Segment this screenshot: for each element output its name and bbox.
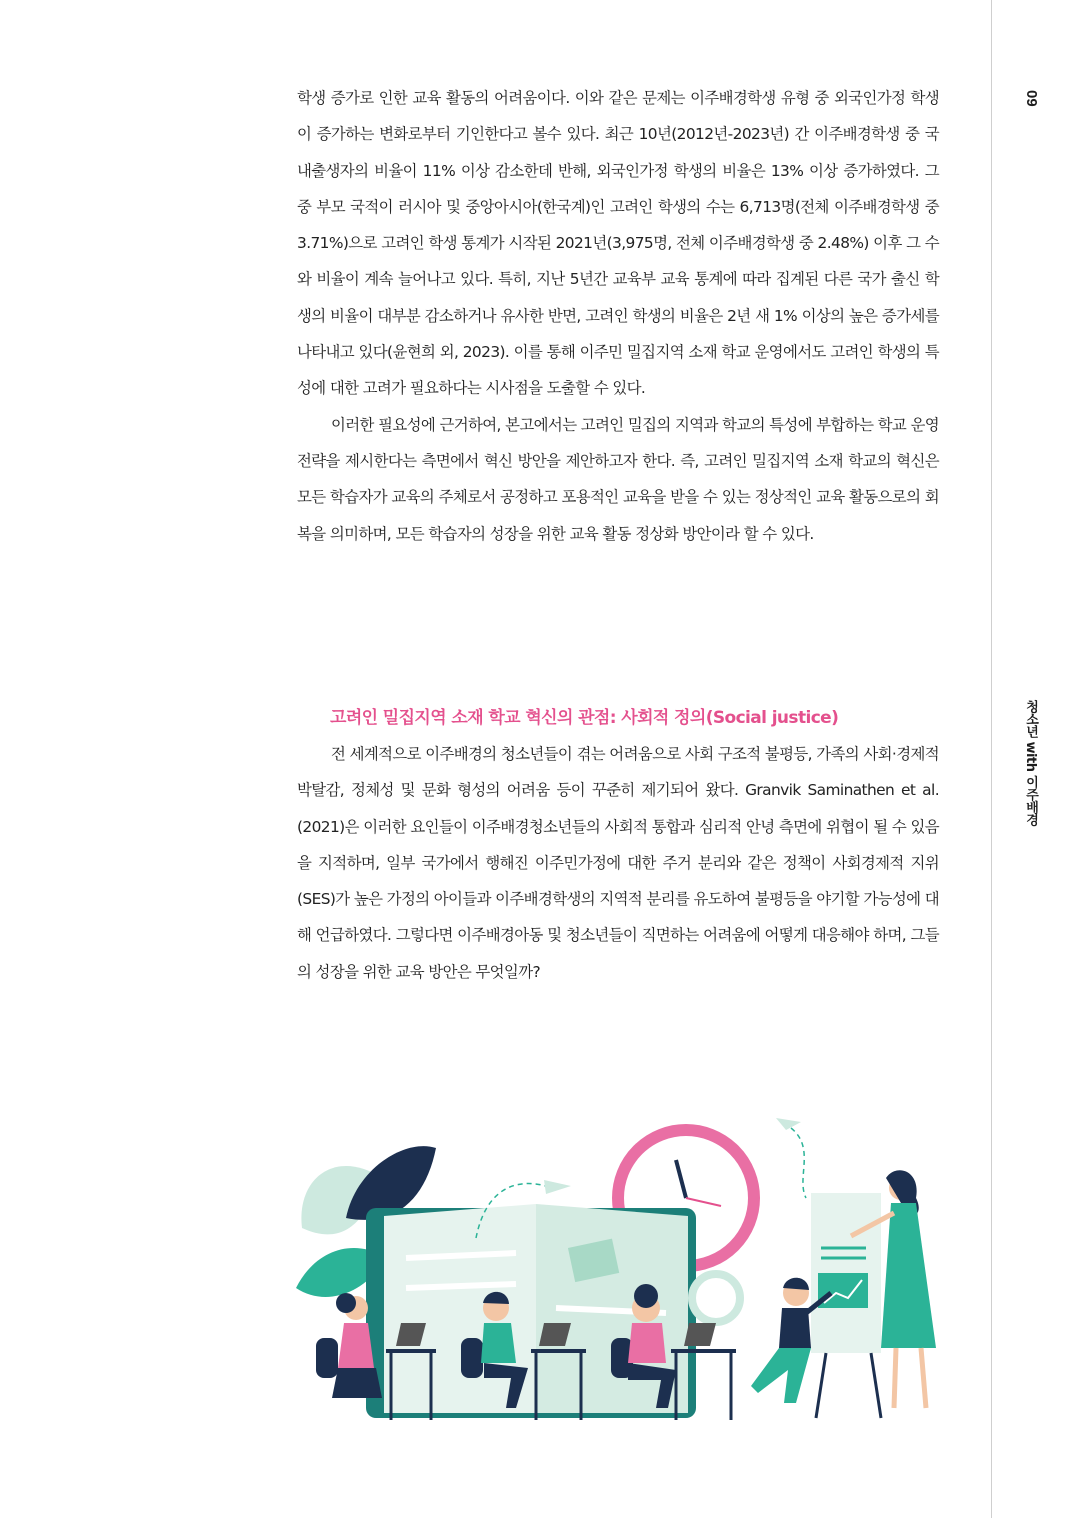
body-text-top: [297, 80, 939, 552]
paragraph: 이러한 필요성에 근거하여, 본고에서는 고려인 밀집의 지역과 학교의 특성에 부합하는 학교 운영 전략을 제시한다는 측면에서 혁신 방안을 제안하고자 한다. 즉, 고려인 밀집지역 소재 학교의 혁신은 모든 학습자가 교육의 주체로서 공정하고 포용적인 교육을 받을 수 있는 정상적인 교육 활동으로의 회복을 의미하며, 모든 학습자의 성장을 위한 교육 활동 정상화 방안이라 할 수 있다.: [297, 415, 939, 543]
running-title: 청소년 with 이주배경: [1023, 700, 1038, 826]
paragraph: 전 세계적으로 이주배경의 청소년들이 겪는 어려움으로 사회 구조적 불평등, 가족의 사회·경제적 박탈감, 정체성 및 문화 형성의 어려움 등이 꾸준히 제기되어 왔다. Granvik Saminathen et al.(2021)은 이러한 요인들이 이주배경청소년들의 사회적 통합과 심리적 안녕 측면에 위협이 될 수 있음을 지적하며, 일부 국가에서 행해진 이주민가정에 대한 주거 분리와 같은 정책이 사회경제적 지위(SES)가 높은 가정의 아이들과 이주배경학생의 지역적 분리를 유도하여 불평등을 야기할 가능성에 대해 언급하였다. 그렇다면 이주배경아동 및 청소년들이 직면하는 어려움에 어떻게 대응해야 하며, 그들의 성장을 위한 교육 방안은 무엇일까?: [297, 745, 939, 981]
body-text-bottom: [297, 736, 939, 990]
classroom-illustration: [296, 1108, 944, 1430]
paragraph: 학생 증가로 인한 교육 활동의 어려움이다. 이와 같은 문제는 이주배경학생 유형 중 외국인가정 학생이 증가하는 변화로부터 기인한다고 볼수 있다. 최근 10년(2012년-2023년) 간 이주배경학생 중 국내출생자의 비율이 11% 이상 감소한데 반해, 외국인가정 학생의 비율은 13% 이상 증가하였다. 그 중 부모 국적이 러시아 및 중앙아시아(한국계)인 고려인 학생의 수는 6,713명(전체 이주배경학생 중 3.71%)으로 고려인 학생 통계가 시작된 2021년(3,975명, 전체 이주배경학생 중 2.48%) 이후 그 수와 비율이 계속 늘어나고 있다. 특히, 지난 5년간 교육부 교육 통계에 따라 집계된 다른 국가 출신 학생의 비율이 대부분 감소하거나 유사한 반면, 고려인 학생의 비율은 2년 새 1% 이상의 높은 증가세를 나타내고 있다(윤현희 외, 2023). 이를 통해 이주민 밀집지역 소재 학교 운영에서도 고려인 학생의 특성에 대한 고려가 필요하다는 시사점을 도출할 수 있다.: [297, 89, 939, 398]
section-heading: 고려인 밀집지역 소재 학교 혁신의 관점: 사회적 정의(Social justice): [330, 708, 839, 728]
paper-plane-icon: [544, 1180, 571, 1194]
paper-plane-icon: [776, 1118, 801, 1130]
page-number: 09: [1023, 90, 1040, 107]
side-rule: [991, 0, 992, 1518]
gear-icon: [692, 1274, 740, 1322]
